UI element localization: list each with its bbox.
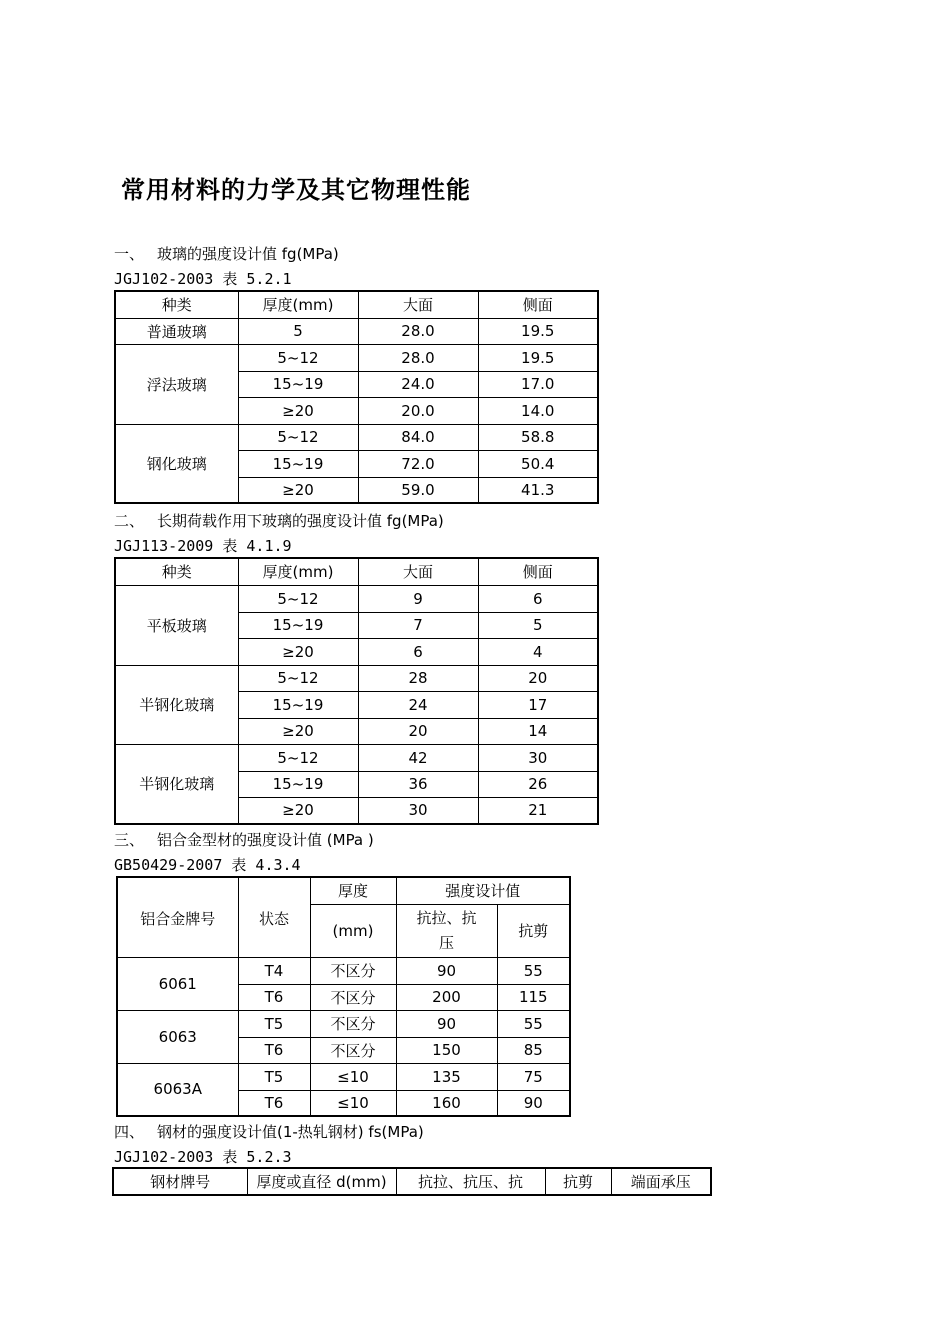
face-value-cell: 28.0 [358, 318, 478, 344]
face-value-cell: 20 [358, 718, 478, 744]
edge-value-cell: 50.4 [478, 450, 598, 477]
face-value-cell: 30 [358, 797, 478, 824]
header-edge: 侧面 [478, 291, 598, 318]
thickness-cell: 15~19 [238, 691, 358, 718]
face-value-cell: 36 [358, 771, 478, 797]
thickness-cell: 不区分 [310, 1037, 396, 1063]
table-row [115, 318, 598, 344]
section4-heading [114, 1121, 424, 1142]
face-value-cell: 28 [358, 665, 478, 691]
header-tension-compression: 抗拉、抗压 [396, 904, 497, 957]
glass-type-cell: 钢化玻璃 [115, 424, 238, 503]
thickness-cell: ≥20 [238, 477, 358, 503]
shear-value-cell: 85 [497, 1037, 570, 1063]
tension-value-cell: 150 [396, 1037, 497, 1063]
thickness-cell: 5 [238, 318, 358, 344]
edge-value-cell: 58.8 [478, 424, 598, 450]
table-header-row [115, 291, 598, 318]
table-row [117, 957, 570, 984]
header-thickness: 厚度 [310, 877, 396, 904]
state-cell: T6 [238, 1037, 310, 1063]
section3-heading [114, 829, 374, 850]
edge-value-cell: 26 [478, 771, 598, 797]
table-row [117, 1063, 570, 1090]
header-end-bearing: 端面承压 [611, 1168, 711, 1195]
shear-value-cell: 90 [497, 1090, 570, 1116]
face-value-cell: 24.0 [358, 371, 478, 397]
tension-value-cell: 160 [396, 1090, 497, 1116]
face-value-cell: 24 [358, 691, 478, 718]
face-value-cell: 59.0 [358, 477, 478, 503]
header-thickness-unit: (mm) [310, 904, 396, 957]
section2-heading [114, 510, 444, 531]
glass-type-cell: 半钢化玻璃 [115, 744, 238, 824]
edge-value-cell: 41.3 [478, 477, 598, 503]
thickness-cell: 5~12 [238, 665, 358, 691]
face-value-cell: 20.0 [358, 397, 478, 424]
header-type: 种类 [115, 291, 238, 318]
table-header-row [115, 558, 598, 585]
section3-standard: GB50429-2007 表 4.3.4 [114, 856, 301, 874]
thickness-cell: ≥20 [238, 638, 358, 665]
steel-strength-table [112, 1167, 712, 1196]
tension-value-cell: 200 [396, 984, 497, 1010]
alloy-grade-cell: 6061 [117, 957, 238, 1010]
header-temper-state: 状态 [238, 877, 310, 957]
table-row [117, 1010, 570, 1037]
aluminum-strength-table [116, 876, 571, 1117]
shear-value-cell: 75 [497, 1063, 570, 1090]
table-row [115, 585, 598, 612]
page-title: 常用材料的力学及其它物理性能 [121, 176, 471, 204]
header-face: 大面 [358, 558, 478, 585]
edge-value-cell: 6 [478, 585, 598, 612]
thickness-cell: 不区分 [310, 984, 396, 1010]
state-cell: T6 [238, 984, 310, 1010]
glass-type-cell: 平板玻璃 [115, 585, 238, 665]
thickness-cell: ≥20 [238, 718, 358, 744]
header-type: 种类 [115, 558, 238, 585]
edge-value-cell: 20 [478, 665, 598, 691]
thickness-cell: 5~12 [238, 424, 358, 450]
section2-heading-text: 长期荷载作用下玻璃的强度设计值 fg(MPa) [157, 512, 444, 530]
edge-value-cell: 21 [478, 797, 598, 824]
edge-value-cell: 14.0 [478, 397, 598, 424]
thickness-cell: 15~19 [238, 371, 358, 397]
state-cell: T4 [238, 957, 310, 984]
thickness-cell: 不区分 [310, 1010, 396, 1037]
section2-number: 二、 [114, 512, 145, 530]
header-face: 大面 [358, 291, 478, 318]
edge-value-cell: 5 [478, 612, 598, 638]
alloy-grade-cell: 6063 [117, 1010, 238, 1063]
state-cell: T5 [238, 1010, 310, 1037]
header-thickness: 厚度(mm) [238, 291, 358, 318]
header-alloy-grade: 铝合金牌号 [117, 877, 238, 957]
header-edge: 侧面 [478, 558, 598, 585]
edge-value-cell: 17.0 [478, 371, 598, 397]
table-row [115, 744, 598, 771]
state-cell: T5 [238, 1063, 310, 1090]
edge-value-cell: 30 [478, 744, 598, 771]
face-value-cell: 9 [358, 585, 478, 612]
alloy-grade-cell: 6063A [117, 1063, 238, 1116]
shear-value-cell: 115 [497, 984, 570, 1010]
table-row [115, 424, 598, 450]
face-value-cell: 28.0 [358, 344, 478, 371]
section4-heading-text: 钢材的强度设计值(1-热轧钢材) fs(MPa) [157, 1123, 424, 1141]
section4-number: 四、 [114, 1123, 145, 1141]
header-shear: 抗剪 [545, 1168, 611, 1195]
edge-value-cell: 17 [478, 691, 598, 718]
edge-value-cell: 19.5 [478, 344, 598, 371]
header-tension-compression-bending: 抗拉、抗压、抗 [396, 1168, 545, 1195]
table-row [115, 665, 598, 691]
tension-value-cell: 135 [396, 1063, 497, 1090]
face-value-cell: 7 [358, 612, 478, 638]
edge-value-cell: 4 [478, 638, 598, 665]
shear-value-cell: 55 [497, 957, 570, 984]
glass-type-cell: 浮法玻璃 [115, 344, 238, 424]
thickness-cell: ≥20 [238, 397, 358, 424]
header-design-strength: 强度设计值 [396, 877, 570, 904]
section3-number: 三、 [114, 831, 145, 849]
thickness-cell: ≤10 [310, 1090, 396, 1116]
long-term-glass-strength-table [114, 557, 599, 825]
glass-strength-table [114, 290, 599, 504]
tension-value-cell: 90 [396, 957, 497, 984]
thickness-cell: 15~19 [238, 771, 358, 797]
thickness-cell: 5~12 [238, 744, 358, 771]
edge-value-cell: 19.5 [478, 318, 598, 344]
tension-value-cell: 90 [396, 1010, 497, 1037]
face-value-cell: 42 [358, 744, 478, 771]
edge-value-cell: 14 [478, 718, 598, 744]
thickness-cell: ≤10 [310, 1063, 396, 1090]
shear-value-cell: 55 [497, 1010, 570, 1037]
section3-heading-text: 铝合金型材的强度设计值 (MPa ) [157, 831, 374, 849]
table-header-row [117, 877, 570, 904]
header-thickness: 厚度(mm) [238, 558, 358, 585]
header-steel-grade: 钢材牌号 [113, 1168, 247, 1195]
table-header-row [113, 1168, 711, 1195]
thickness-cell: 不区分 [310, 957, 396, 984]
face-value-cell: 72.0 [358, 450, 478, 477]
section1-number: 一、 [114, 245, 145, 263]
thickness-cell: 15~19 [238, 450, 358, 477]
section1-standard: JGJ102-2003 表 5.2.1 [114, 270, 292, 288]
thickness-cell: ≥20 [238, 797, 358, 824]
section4-standard: JGJ102-2003 表 5.2.3 [114, 1148, 292, 1166]
state-cell: T6 [238, 1090, 310, 1116]
thickness-cell: 5~12 [238, 585, 358, 612]
section1-heading [114, 243, 339, 264]
thickness-cell: 15~19 [238, 612, 358, 638]
section2-standard: JGJ113-2009 表 4.1.9 [114, 537, 292, 555]
header-thickness-diameter: 厚度或直径 d(mm) [247, 1168, 396, 1195]
section1-heading-text: 玻璃的强度设计值 fg(MPa) [157, 245, 339, 263]
face-value-cell: 84.0 [358, 424, 478, 450]
glass-type-cell: 普通玻璃 [115, 318, 238, 344]
glass-type-cell: 半钢化玻璃 [115, 665, 238, 744]
header-shear: 抗剪 [497, 904, 570, 957]
table-row [115, 344, 598, 371]
face-value-cell: 6 [358, 638, 478, 665]
thickness-cell: 5~12 [238, 344, 358, 371]
